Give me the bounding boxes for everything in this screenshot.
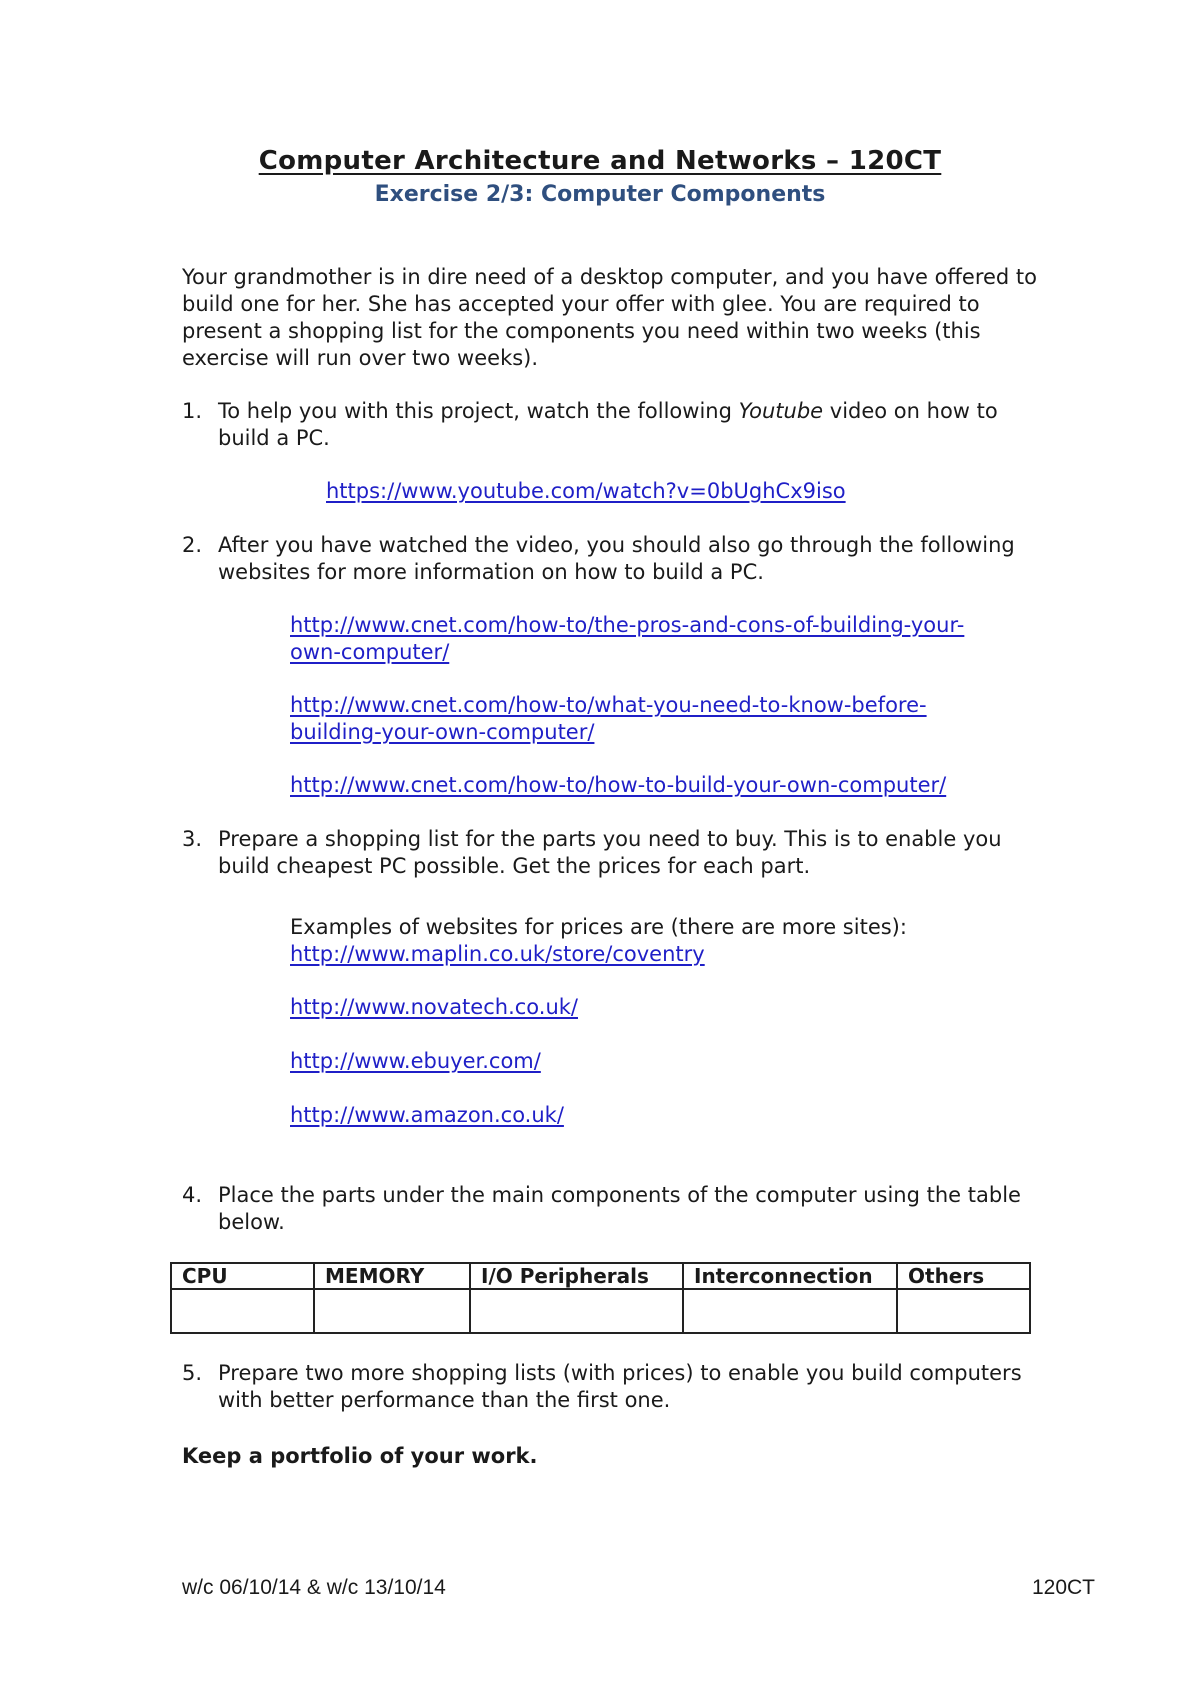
item-text: Place the parts under the main components of the computer using the table below. [218, 1183, 1021, 1234]
page-title: Computer Architecture and Networks – 120CT [258, 146, 942, 176]
list-item-number: 1. [182, 399, 203, 423]
item-text: Prepare a shopping list for the parts you need to buy. This is to enable you build cheapest PC possible. Get the prices for each part. [218, 827, 1002, 878]
examples-label: Examples of websites for prices are (there are more sites): [290, 915, 907, 939]
column-header-interconnection: Interconnection [683, 1263, 897, 1289]
item-text: After you have watched the video, you should also go through the following websites for more information on how to build a PC. [218, 533, 1015, 584]
list-item-number: 5. [182, 1361, 203, 1385]
item-text-emphasis: Youtube [738, 399, 824, 423]
cnet-need-to-know-link[interactable]: http://www.cnet.com/how-to/what-you-need-to-know-before-building-your-own-computer/ [290, 693, 927, 744]
table-header-row [171, 1263, 1030, 1289]
cnet-pros-cons-link[interactable]: http://www.cnet.com/how-to/the-pros-and-cons-of-building-your-own-computer/ [290, 613, 965, 664]
components-table [170, 1262, 1031, 1334]
table-cell-memory[interactable] [314, 1289, 470, 1333]
link-ebuyer [290, 1048, 541, 1075]
novatech-link[interactable]: http://www.novatech.co.uk/ [290, 995, 578, 1019]
link-youtube [326, 478, 846, 505]
intro-paragraph: Your grandmother is in dire need of a desktop computer, and you have offered to build one for her. She has accepted your offer with glee. You are required to present a shopping list for the components you need within two weeks (this exercise will run over two weeks). [182, 265, 1038, 370]
column-header-cpu: CPU [171, 1263, 314, 1289]
list-item-number: 2. [182, 533, 203, 557]
table-row [171, 1289, 1030, 1333]
link-cnet-2 [290, 692, 1000, 746]
cnet-build-own-link[interactable]: http://www.cnet.com/how-to/how-to-build-your-own-computer/ [290, 773, 947, 797]
list-item-2 [182, 532, 1038, 586]
link-cnet-1 [290, 612, 1000, 666]
list-item-number: 3. [182, 827, 203, 851]
column-header-io-peripherals: I/O Peripherals [470, 1263, 683, 1289]
footer-course-code: 120CT [1031, 1576, 1095, 1599]
table-cell-interconnection[interactable] [683, 1289, 897, 1333]
item-text: To help you with this project, watch the following [218, 399, 739, 423]
column-header-memory: MEMORY [314, 1263, 470, 1289]
link-cnet-3 [290, 772, 1050, 799]
ebuyer-link[interactable]: http://www.ebuyer.com/ [290, 1049, 541, 1073]
youtube-link[interactable]: https://www.youtube.com/watch?v=0bUghCx9iso [326, 479, 846, 503]
closing-note: Keep a portfolio of your work. [182, 1444, 538, 1468]
item-text: Prepare two more shopping lists (with prices) to enable you build computers with better performance than the first one. [218, 1361, 1022, 1412]
column-header-others: Others [897, 1263, 1030, 1289]
list-item-number: 4. [182, 1183, 203, 1207]
list-item-4 [182, 1182, 1038, 1236]
link-novatech [290, 994, 578, 1021]
examples-block [290, 914, 1050, 968]
amazon-link[interactable]: http://www.amazon.co.uk/ [290, 1103, 564, 1127]
link-amazon [290, 1102, 564, 1129]
item-text: video on how to build a PC. [218, 399, 998, 450]
table-cell-io-peripherals[interactable] [470, 1289, 683, 1333]
table-cell-cpu[interactable] [171, 1289, 314, 1333]
page-subtitle: Exercise 2/3: Computer Components [374, 182, 826, 207]
footer-dates: w/c 06/10/14 & w/c 13/10/14 [182, 1576, 446, 1599]
maplin-link[interactable]: http://www.maplin.co.uk/store/coventry [290, 942, 705, 966]
list-item-5 [182, 1360, 1038, 1414]
list-item-1 [182, 398, 1038, 452]
table-cell-others[interactable] [897, 1289, 1030, 1333]
list-item-3 [182, 826, 1038, 880]
